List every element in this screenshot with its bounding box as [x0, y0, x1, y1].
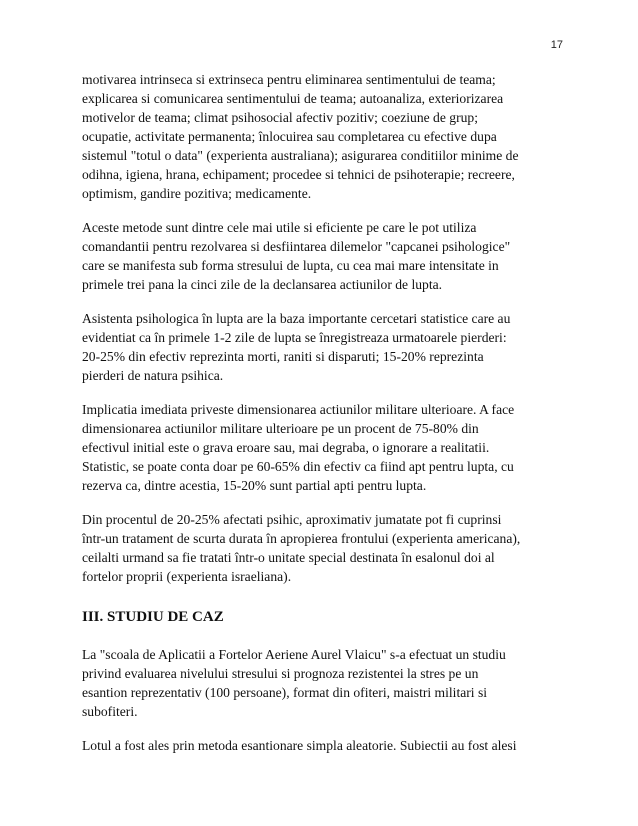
text-line: ceilalti urmand sa fie tratati într-o unitate special destinata în esalonul doi al [82, 550, 495, 565]
text-line: esantion reprezentativ (100 persoane), format din ofiteri, maistri militari si [82, 685, 488, 700]
text-line: subofiteri. [82, 704, 138, 719]
text-line: evidentiat ca în primele 1-2 zile de lupta se înregistreaza urmatoarele pierderi: [82, 330, 507, 345]
text-line: într-un tratament de scurta durata în apropierea frontului (experienta americana), [82, 531, 521, 546]
text-line: 20-25% din efectiv reprezinta morti, raniti si disparuti; 15-20% reprezinta [82, 349, 484, 364]
text-line: efectivul initial este o grava eroare sau, mai degraba, o ignorare a realitatii. [82, 440, 490, 455]
text-line: Aceste metode sunt dintre cele mai utile si eficiente pe care le pot utiliza [82, 220, 477, 235]
text-line: Lotul a fost ales prin metoda esantionare simpla aleatorie. Subiectii au fost alesi [82, 738, 517, 753]
paragraph [82, 736, 562, 755]
text-line: odihna, igiena, hrana, echipament; procedee si tehnici de psihoterapie; recreere, [82, 167, 515, 182]
paragraph [82, 510, 562, 586]
text-line: privind evaluarea nivelului stresului si prognoza rezistentei la stres pe un [82, 666, 479, 681]
text-line: Asistenta psihologica în lupta are la baza importante cercetari statistice care au [82, 311, 511, 326]
text-line: primele trei pana la cinci zile de la declansarea actiunilor de lupta. [82, 277, 443, 292]
text-line: comandantii pentru rezolvarea si desfiintarea dilemelor "capcanei psihologice" [82, 239, 511, 254]
text-line: Implicatia imediata priveste dimensionarea actiunilor militare ulterioare. A face [82, 402, 515, 417]
paragraph [82, 218, 562, 294]
text-line: ocupatie, activitate permanenta; înlocuirea sau completarea cu efective dupa [82, 129, 497, 144]
page-number: 17 [550, 39, 563, 51]
text-line: sistemul "totul o data" (experienta australiana); asigurarea conditiilor minime de [82, 148, 519, 163]
paragraph [82, 309, 562, 385]
text-line: care se manifesta sub forma stresului de lupta, cu cea mai mare intensitate in [82, 258, 499, 273]
paragraph [82, 70, 562, 203]
paragraph [82, 400, 562, 495]
text-line: La "scoala de Aplicatii a Fortelor Aeriene Aurel Vlaicu" s-a efectuat un studiu [82, 647, 506, 662]
text-line: fortelor proprii (experienta israeliana). [82, 569, 292, 584]
text-line: Statistic, se poate conta doar pe 60-65% din efectiv ca fiind apt pentru lupta, cu [82, 459, 514, 474]
text-line: motivarea intrinseca si extrinseca pentru eliminarea sentimentului de teama; [82, 72, 496, 87]
paragraph [82, 645, 562, 721]
document-body [82, 70, 562, 755]
text-line: explicarea si comunicarea sentimentului de teama; autoanaliza, exteriorizarea [82, 91, 504, 106]
text-line: pierderi de natura psihica. [82, 368, 224, 383]
text-line: rezerva ca, dintre acestia, 15-20% sunt partial apti pentru lupta. [82, 478, 427, 493]
text-line: Din procentul de 20-25% afectati psihic, aproximativ jumatate pot fi cuprinsi [82, 512, 502, 527]
text-line: optimism, gandire pozitiva; medicamente. [82, 186, 312, 201]
section-heading: III. STUDIU DE CAZ [82, 609, 224, 625]
text-line: dimensionarea actiunilor militare ulterioare pe un procent de 75-80% din [82, 421, 479, 436]
text-line: motivelor de teama; climat psihosocial afectiv pozitiv; coeziune de grup; [82, 110, 478, 125]
